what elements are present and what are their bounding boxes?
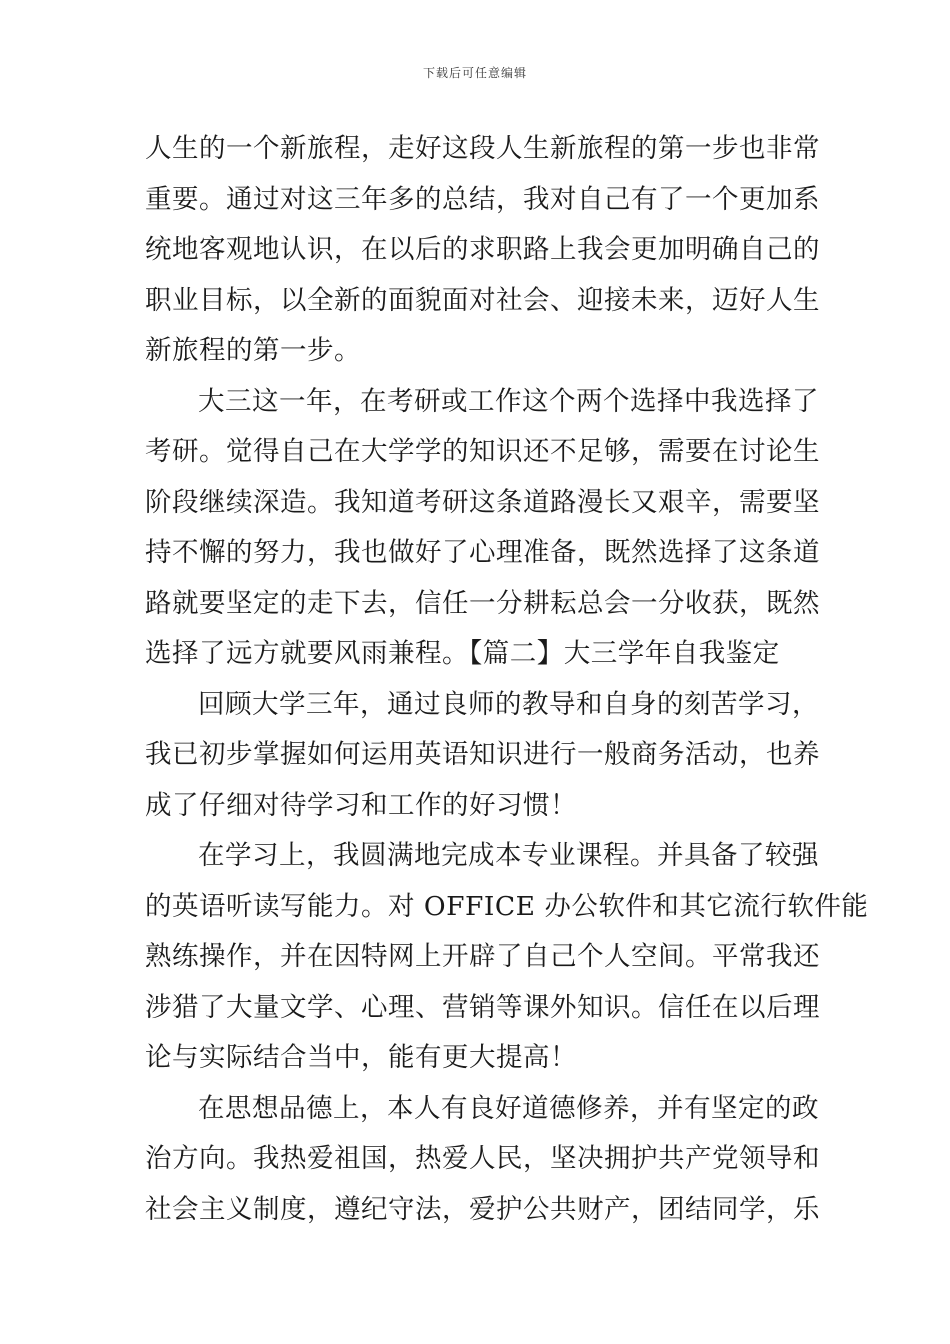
text-line: 阶段继续深造。我知道考研这条道路漫长又艰辛，需要坚	[145, 486, 820, 518]
text-line: 职业目标，以全新的面貌面对社会、迎接未来，迈好人生	[145, 284, 820, 316]
text-line: 持不懈的努力，我也做好了心理准备，既然选择了这条道	[145, 537, 820, 568]
text-line: 选择了远方就要风雨兼程。【篇二】大三学年自我鉴定	[145, 638, 780, 669]
text-line: 大三这一年，在考研或工作这个两个选择中我选择了	[198, 385, 819, 417]
text-line: 重要。通过对这三年多的总结，我对自己有了一个更加系	[145, 183, 820, 215]
paragraph-4	[145, 831, 869, 1084]
text-line: 人生的一个新旅程，走好这段人生新旅程的第一步也非常	[145, 133, 820, 164]
text-line: 的英语听读写能力。对 OFFICE 办公软件和其它流行软件能	[145, 890, 869, 922]
text-line: 新旅程的第一步。	[145, 335, 361, 366]
text-line: 治方向。我热爱祖国，热爱人民，坚决拥护共产党领导和	[145, 1143, 820, 1174]
paragraph-5	[145, 1084, 820, 1236]
text-line: 回顾大学三年，通过良师的教导和自身的刻苦学习，	[198, 688, 819, 720]
text-line: 考研。觉得自己在大学学的知识还不足够，需要在讨论生	[145, 436, 820, 467]
text-line: 在学习上，我圆满地完成本专业课程。并具备了较强	[198, 840, 819, 871]
text-line: 涉猎了大量文学、心理、营销等课外知识。信任在以后理	[145, 991, 820, 1023]
text-line: 在思想品德上，本人有良好道德修养，并有坚定的政	[198, 1092, 819, 1124]
text-line: 我已初步掌握如何运用英语知识进行一般商务活动，也养	[145, 739, 820, 770]
text-line: 社会主义制度，遵纪守法，爱护公共财产，团结同学，乐	[145, 1193, 820, 1225]
paragraph-2	[145, 377, 820, 680]
text-line: 论与实际结合当中，能有更大提高！	[145, 1042, 577, 1073]
paragraph-3	[145, 680, 820, 832]
text-line: 熟练操作，并在因特网上开辟了自己个人空间。平常我还	[145, 941, 820, 972]
text-line: 路就要坚定的走下去，信任一分耕耘总会一分收获，既然	[145, 587, 820, 619]
text-line: 成了仔细对待学习和工作的好习惯！	[145, 789, 577, 821]
page-header: 下载后可任意编辑	[422, 66, 527, 80]
paragraph-1	[145, 124, 820, 377]
document-body	[145, 124, 869, 1235]
text-line: 统地客观地认识，在以后的求职路上我会更加明确自己的	[145, 234, 820, 265]
